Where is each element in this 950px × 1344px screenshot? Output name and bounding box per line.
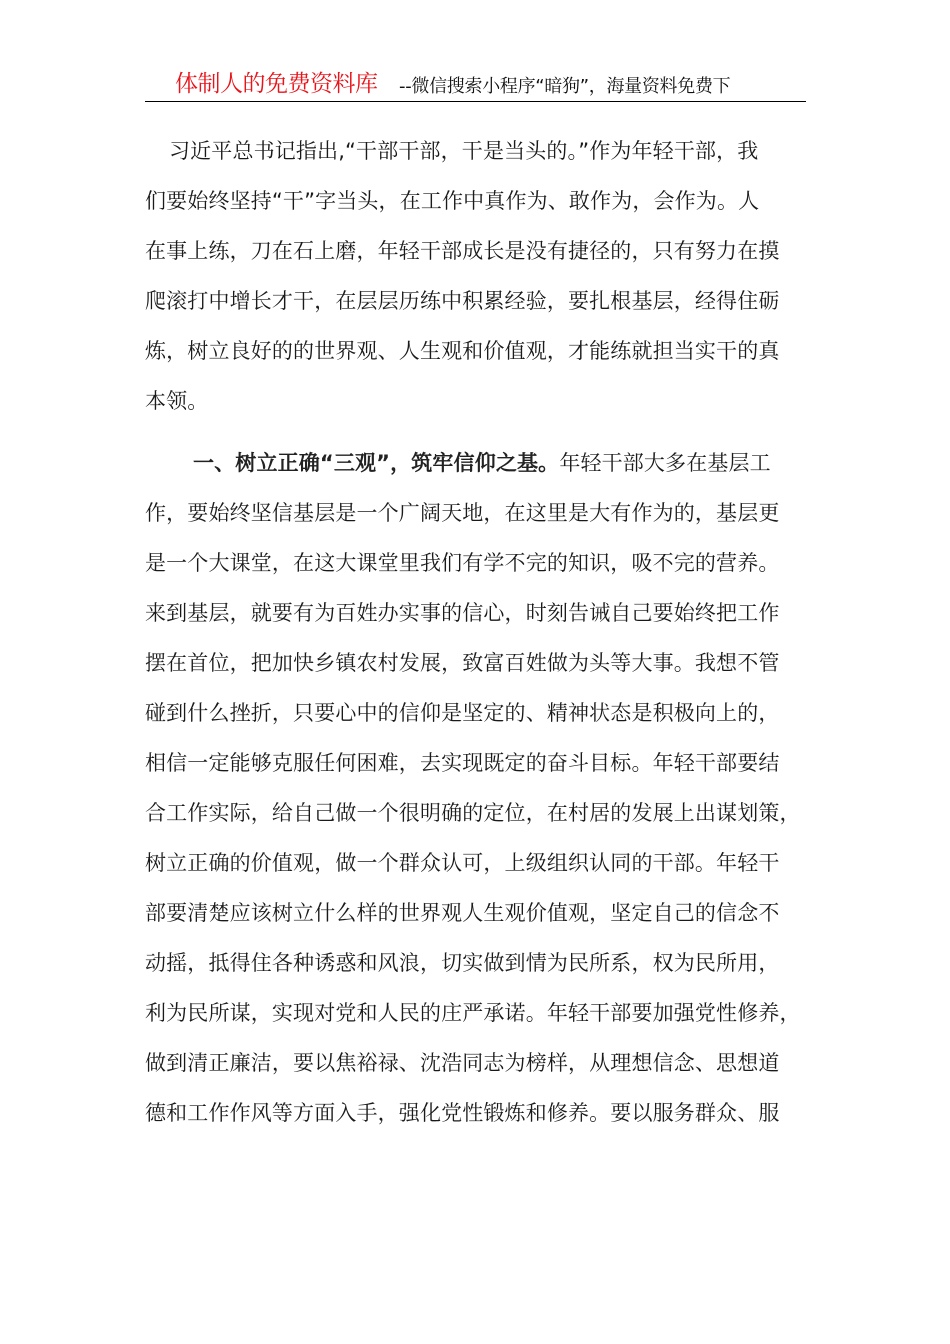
text-line: 德和工作作风等方面入手，强化党性锻炼和修养。要以服务群众、服 [145,1101,780,1125]
text-line: 在事上练，刀在石上磨，年轻干部成长是没有捷径的，只有努力在摸 [145,239,780,263]
header-brand: 体制人的免费资料库 [175,71,378,97]
text-line: 们要始终坚持“干”字当头，在工作中真作为、敢作为，会作为。人 [145,189,760,213]
text-line: 习近平总书记指出,“干部干部，干是当头的。”作为年轻干部，我 [169,139,759,163]
paragraph-intro [145,126,805,426]
text-line: 部要清楚应该树立什么样的世界观人生观价值观，坚定自己的信念不 [145,901,780,925]
header-note: --微信搜索小程序“暗狗”，海量资料免费下 [399,76,731,97]
text-line: 是一个大课堂，在这大课堂里我们有学不完的知识，吸不完的营养。 [145,551,780,575]
text-line: 摆在首位，把加快乡镇农村发展，致富百姓做为头等大事。我想不管 [145,651,780,675]
text-line: 碰到什么挫折，只要心中的信仰是坚定的、精神状态是积极向上的， [145,701,780,725]
page-header [145,68,806,102]
text-line-first [145,438,805,488]
text-line: 做到清正廉洁，要以焦裕禄、沈浩同志为榜样，从理想信念、思想道 [145,1051,780,1075]
text-line: 利为民所谋，实现对党和人民的庄严承诺。年轻干部要加强党性修养， [145,1001,801,1025]
text-line: 来到基层，就要有为百姓办实事的信心，时刻告诫自己要始终把工作 [145,601,780,625]
paragraph-section-one [145,438,805,1138]
text-line: 相信一定能够克服任何困难，去实现既定的奋斗目标。年轻干部要结 [145,751,780,775]
text-line: 树立正确的价值观，做一个群众认可，上级组织认同的干部。年轻干 [145,851,780,875]
text-line: 炼，树立良好的的世界观、人生观和价值观，才能练就担当实干的真 [145,339,780,363]
text-line: 合工作实际，给自己做一个很明确的定位，在村居的发展上出谋划策， [145,801,801,825]
section-heading: 一、树立正确“三观”，筑牢信仰之基。 [193,451,560,475]
text-line: 动摇，抵得住各种诱惑和风浪，切实做到情为民所系，权为民所用， [145,951,780,975]
text-line: 爬滚打中增长才干，在层层历练中积累经验，要扎根基层，经得住砺 [145,289,780,313]
text-line: 作，要始终坚信基层是一个广阔天地，在这里是大有作为的，基层更 [145,501,780,525]
text-line: 本领。 [145,389,209,413]
section-first-line-rest: 年轻干部大多在基层工 [559,451,771,475]
